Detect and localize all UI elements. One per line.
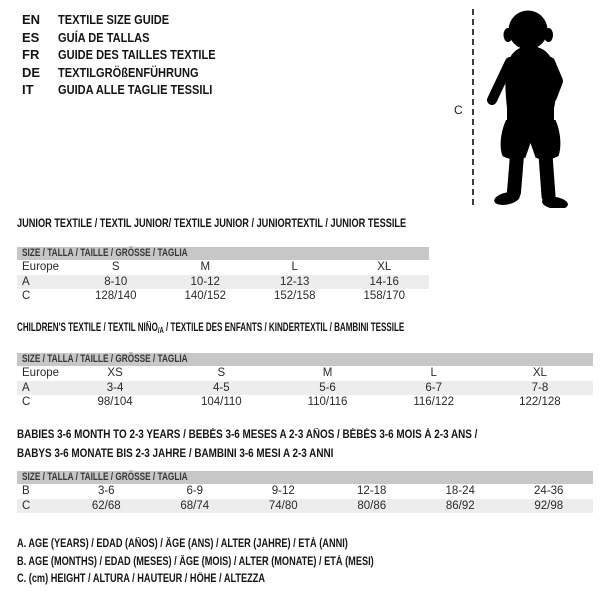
table-cell: XL — [532, 367, 547, 379]
table-row — [17, 366, 593, 381]
table-cell: 140/152 — [184, 290, 227, 302]
language-title-block — [22, 11, 243, 99]
row-label: Europe — [22, 261, 60, 273]
table-cell: 18-24 — [445, 485, 475, 497]
table-cell: M — [322, 367, 333, 379]
table-cell: 10-12 — [190, 275, 220, 288]
table-cell: 3-6 — [97, 485, 115, 497]
size-header-label: SIZE / TALLA / TAILLE / GRÖSSE / TAGLIA — [22, 471, 188, 483]
table-row — [17, 381, 593, 396]
size-header-label: SIZE / TALLA / TAILLE / GRÖSSE / TAGLIA — [22, 353, 188, 365]
lang-code: EN — [22, 12, 41, 28]
table-cell: 3-4 — [106, 381, 124, 394]
row-label: Europe — [22, 367, 60, 379]
table-cell: 6-9 — [186, 485, 204, 497]
table-cell: 158/170 — [363, 290, 406, 302]
table-cell: 92/98 — [534, 499, 564, 512]
table-cell: 8-10 — [104, 275, 128, 288]
toddler-silhouette-image — [483, 8, 578, 208]
note-height-cm: C. (cm) HEIGHT / ALTURA / HAUTEUR / HÖHE / ALTEZZA — [17, 573, 266, 585]
note-age-months: B. AGE (MONTHS) / EDAD (MESES) / ÂGE (MOIS) / ALTER (MONATE) / ETÀ (MESI) — [17, 555, 374, 568]
table-cell: 5-6 — [319, 381, 336, 394]
junior-table-title: JUNIOR TEXTILE / TEXTIL JUNIOR/ TEXTILE JUNIOR / JUNIORTEXTIL / JUNIOR TESSILE — [17, 218, 407, 230]
table-cell: S — [217, 367, 226, 379]
title-part: / TEXTILE DES ENFANTS / KINDERTEXTIL / BAMBINI TESSILE — [163, 322, 405, 334]
row-label: C — [22, 396, 31, 408]
table-cell: 122/128 — [519, 396, 561, 408]
table-cell: 12-18 — [357, 485, 387, 497]
table-cell: 104/110 — [200, 396, 242, 408]
childrens-table-title — [17, 321, 404, 335]
table-cell: 86/92 — [445, 499, 475, 512]
lang-code: IT — [22, 82, 34, 98]
table-cell: 74/80 — [268, 499, 298, 512]
lang-row-es — [22, 29, 243, 47]
lang-code: FR — [22, 47, 40, 63]
table-row — [17, 260, 429, 275]
size-header-bar — [17, 247, 429, 260]
lang-text: GUIDE DES TAILLES TEXTILE — [58, 47, 216, 63]
table-row — [17, 275, 429, 290]
table-row — [17, 499, 593, 514]
table-row — [17, 395, 593, 410]
height-measure-label: C — [454, 103, 463, 117]
childrens-textile-table — [17, 318, 593, 410]
babies-table-title-line1: BABIES 3-6 MONTH TO 2-3 YEARS / BEBÉS 3-6 MESES A 2-3 AÑOS / BÉBÉS 3-6 MOIS À 2-3 ANS / — [17, 429, 478, 441]
lang-text: GUIDA ALLE TAGLIE TESSILI — [58, 82, 213, 98]
table-cell: 7-8 — [531, 381, 549, 394]
lang-row-en — [22, 11, 243, 29]
lang-text: GUÍA DE TALLAS — [58, 29, 150, 45]
height-dashed-line — [472, 9, 474, 205]
lang-row-de — [22, 64, 243, 82]
row-label: B — [22, 485, 30, 497]
table-cell: 116/122 — [413, 396, 455, 408]
lang-code: DE — [22, 64, 41, 80]
table-cell: 80/86 — [357, 499, 387, 512]
junior-textile-table — [17, 214, 429, 304]
table-cell: 6-7 — [425, 381, 443, 394]
lang-code: ES — [22, 29, 40, 45]
title-subscript: /A — [157, 325, 164, 335]
lang-row-it — [22, 81, 243, 99]
table-cell: L — [430, 367, 437, 379]
table-cell: 68/74 — [180, 499, 210, 512]
table-cell: M — [200, 261, 211, 273]
row-label: A — [22, 275, 30, 288]
table-cell: 128/140 — [94, 290, 137, 302]
babies-textile-table — [17, 425, 593, 513]
lang-text: TEXTILE SIZE GUIDE — [58, 12, 170, 28]
table-cell: 98/104 — [97, 396, 133, 408]
lang-text: TEXTILGRÖßENFÜHRUNG — [58, 64, 199, 80]
table-cell: 9-12 — [271, 485, 295, 497]
table-cell: L — [291, 261, 298, 273]
table-cell: 24-36 — [534, 485, 564, 497]
table-cell: 4-5 — [212, 381, 230, 394]
table-row — [17, 484, 593, 499]
row-label: C — [22, 290, 31, 302]
row-label: C — [22, 499, 31, 512]
table-cell: 12-13 — [280, 275, 310, 288]
note-age-years: A. AGE (YEARS) / EDAD (AÑOS) / ÂGE (ANS) / ALTER (JAHRE) / ETÀ (ANNI) — [17, 538, 348, 550]
table-cell: XS — [107, 367, 123, 379]
table-cell: 14-16 — [369, 275, 399, 288]
table-cell: S — [111, 261, 120, 273]
table-cell: 62/68 — [91, 499, 121, 512]
size-header-bar — [17, 353, 593, 366]
table-cell: XL — [377, 261, 392, 273]
table-cell: 152/158 — [273, 290, 316, 302]
title-part: CHILDREN'S TEXTILE / TEXTIL NIÑO — [17, 322, 158, 334]
babies-table-title-line2: BABYS 3-6 MONATE BIS 2-3 JAHRE / BAMBINI 3-6 MESI A 2-3 ANNI — [17, 448, 334, 460]
size-header-bar — [17, 471, 593, 484]
row-label: A — [22, 381, 30, 394]
table-cell: 110/116 — [307, 396, 348, 408]
legend-notes — [17, 536, 463, 589]
table-row — [17, 289, 429, 304]
lang-row-fr — [22, 46, 243, 64]
size-header-label: SIZE / TALLA / TAILLE / GRÖSSE / TAGLIA — [22, 247, 188, 259]
